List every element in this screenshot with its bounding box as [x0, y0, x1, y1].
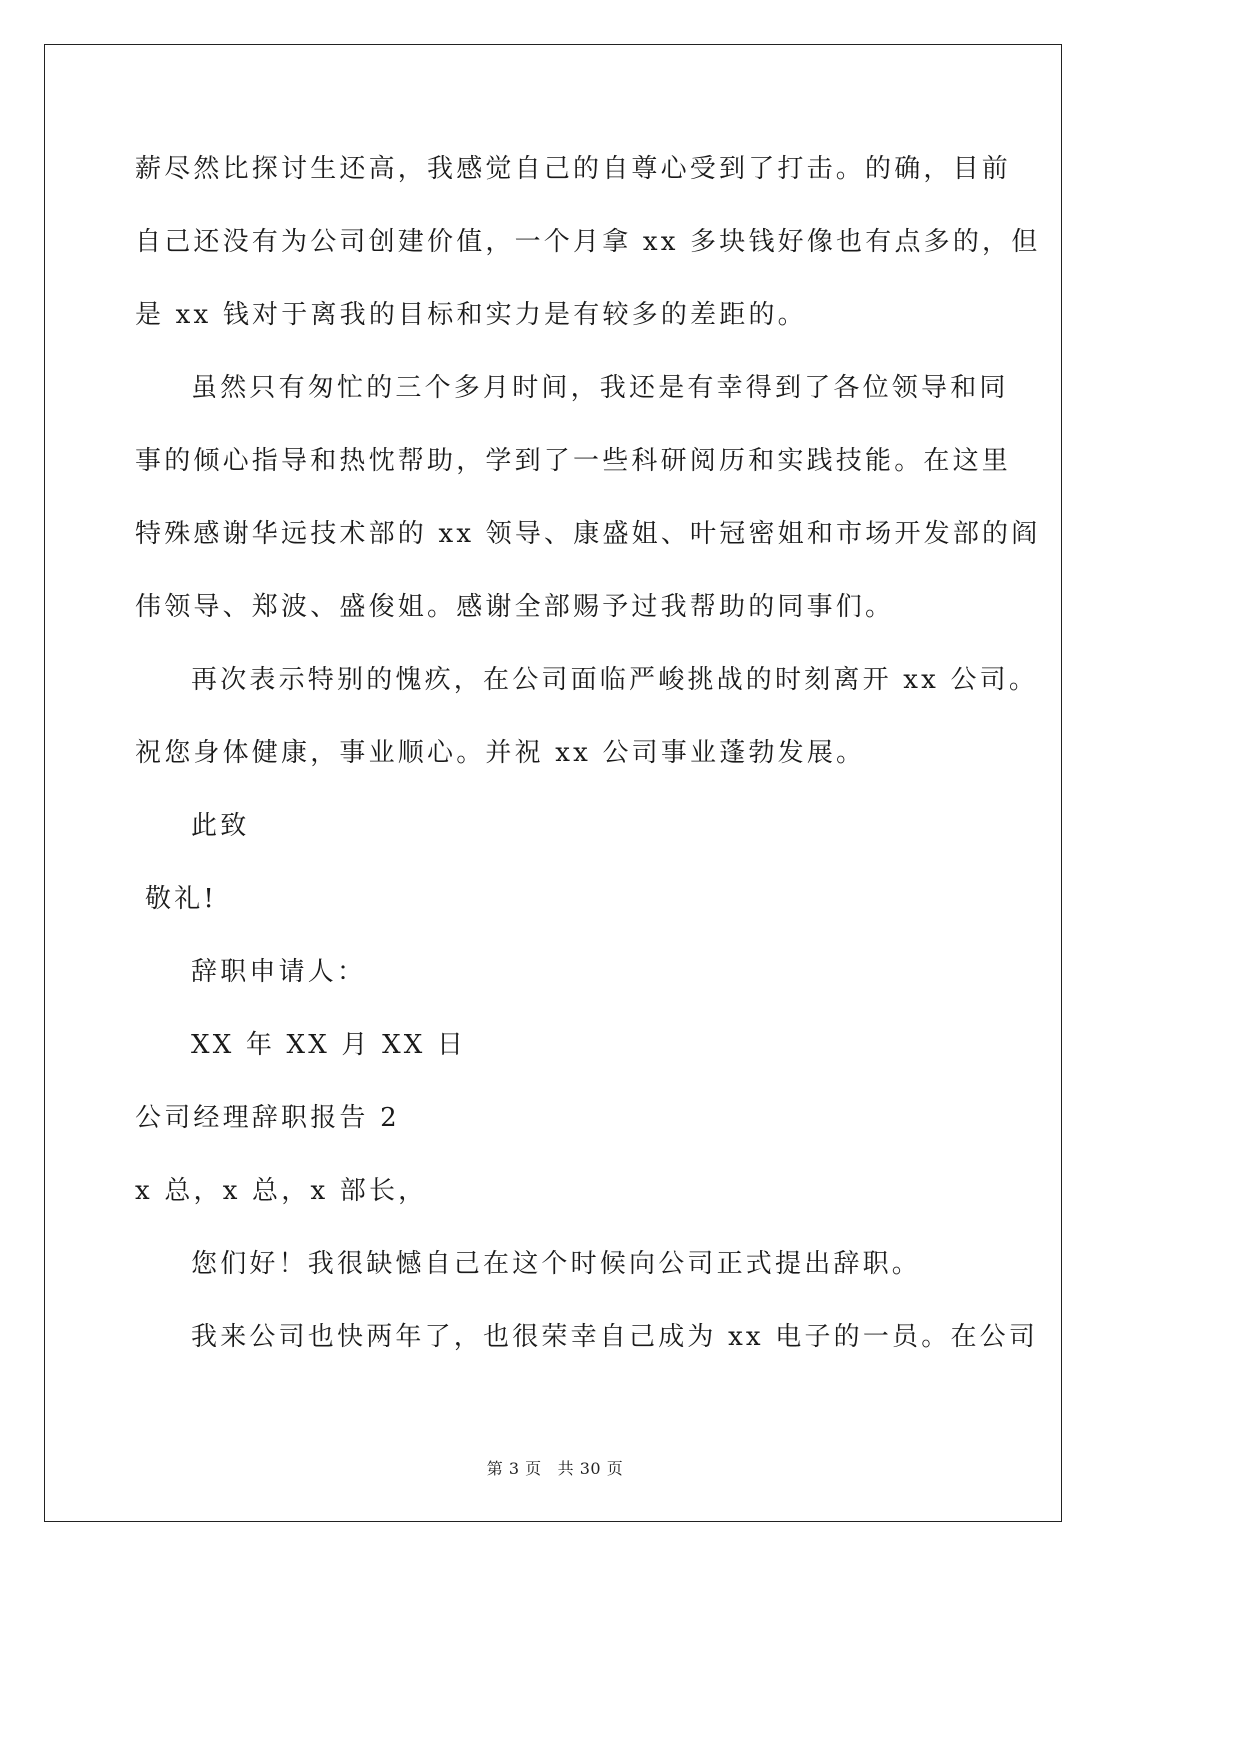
closing-regards: 敬礼!	[145, 884, 218, 914]
page-number: 第 3 页	[486, 1459, 542, 1478]
body-line-5: 事的倾心指导和热忱帮助，学到了一些科研阅历和实践技能。在这里	[135, 446, 1012, 476]
applicant-label: 辞职申请人：	[191, 957, 367, 987]
body-line-17: 我来公司也快两年了，也很荣幸自己成为 xx 电子的一员。在公司	[191, 1322, 1039, 1352]
closing-salutation: 此致	[191, 811, 250, 841]
page-border	[44, 44, 1062, 1522]
body-line-3: 是 xx 钱对于离我的目标和实力是有较多的差距的。	[135, 300, 807, 330]
body-line-8: 再次表示特别的愧疚，在公司面临严峻挑战的时刻离开 xx 公司。	[191, 665, 1039, 695]
page-footer	[0, 1456, 1110, 1479]
addressee-line: x 总，x 总，x 部长，	[135, 1176, 428, 1206]
body-line-6: 特殊感谢华远技术部的 xx 领导、康盛姐、叶冠密姐和市场开发部的阎	[135, 519, 1041, 549]
body-line-9: 祝您身体健康，事业顺心。并祝 xx 公司事业蓬勃发展。	[135, 738, 866, 768]
page-total: 共 30 页	[557, 1459, 624, 1478]
body-line-1: 薪尽然比探讨生还高，我感觉自己的自尊心受到了打击。的确，目前	[135, 154, 1012, 184]
section-title: 公司经理辞职报告 2	[135, 1103, 400, 1133]
body-line-2: 自己还没有为公司创建价值，一个月拿 xx 多块钱好像也有点多的，但	[135, 227, 1041, 257]
body-line-4: 虽然只有匆忙的三个多月时间，我还是有幸得到了各位领导和同	[191, 373, 1009, 403]
body-line-16: 您们好！我很缺憾自己在这个时候向公司正式提出辞职。	[191, 1249, 922, 1279]
signature-date: XX 年 XX 月 XX 日	[191, 1030, 467, 1060]
body-line-7: 伟领导、郑波、盛俊姐。感谢全部赐予过我帮助的同事们。	[135, 592, 895, 622]
